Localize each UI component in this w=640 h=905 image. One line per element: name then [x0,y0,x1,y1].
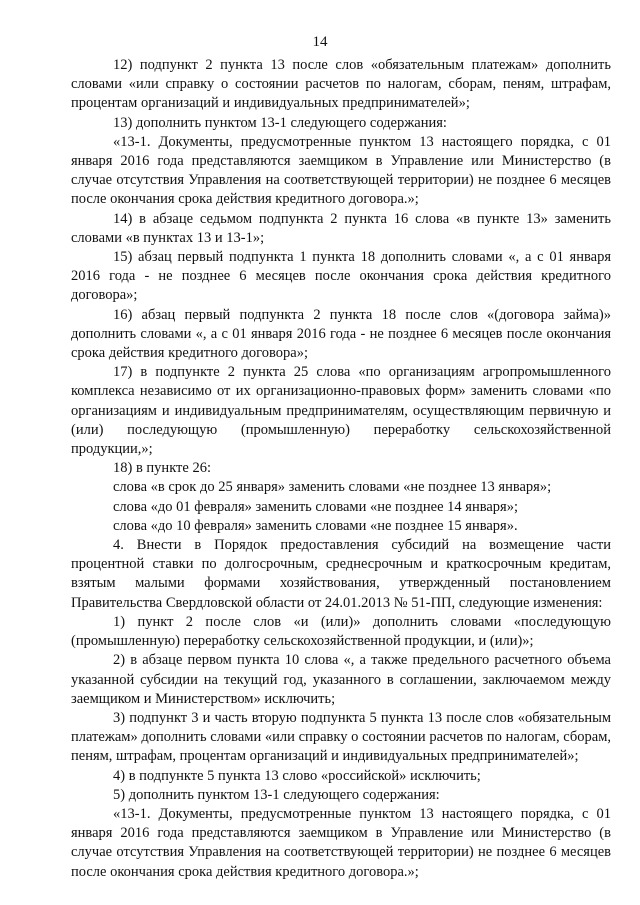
paragraph-item-18: 18) в пункте 26: [113,460,211,477]
paragraph-section-4-clause-13-1: «13-1. Документы, предусмотренные пунктом 13 настоящего порядка, с 01 января 2016 года представляются заемщиком в Управление или Министерство (в случае отсутствия Управления на соответствующей территории) не позднее 6 месяцев после окончания срока действия кредитного договора.»; [71,805,611,880]
paragraph-item-16: 16) абзац первый подпункта 2 пункта 18 после слов «(договора займа)» дополнить словами «, а с 01 января 2016 года - не позднее 6 месяцев после окончания срока действия кредитного договора»; [71,306,611,362]
paragraph-item-13: 13) дополнить пунктом 13-1 следующего содержания: [113,114,447,131]
paragraph-section-4-item-4: 4) в подпункте 5 пункта 13 слово «российской» исключить; [113,767,481,784]
paragraph-section-4-item-5: 5) дополнить пунктом 13-1 следующего содержания: [113,786,440,803]
paragraph-item-12: 12) подпункт 2 пункта 13 после слов «обязательным платежам» дополнить словами «или справку о состоянии расчетов по налогам, сборам, пеням, штрафам, процентам организаций и индивидуальных предпринимателей»; [71,57,611,112]
paragraph-item-15: 15) абзац первый подпункта 1 пункта 18 дополнить словами «, а с 01 января 2016 года - не позднее 6 месяцев после окончания срока действия кредитного договора»; [71,249,611,304]
paragraph-item-14: 14) в абзаце седьмом подпункта 2 пункта 16 слова «в пункте 13» заменить словами «в пунктах 13 и 13-1»; [71,210,611,246]
page-number: 14 [312,34,328,50]
paragraph-item-17: 17) в подпункте 2 пункта 25 слова «по организациям агропромышленного комплекса независимо от их организационно-правовых форм» заменить словами «по организациям и индивидуальным предпринимателям, осуществляющим первичную и (или) последующую (промышленную) переработку сельскохозяйственной продукции,»; [71,364,611,458]
paragraph-section-4: 4. Внести в Порядок предоставления субсидий на возмещение части процентной ставки по долгосрочным, среднесрочным и краткосрочным кредитам, взятым малыми формами хозяйствования, утвержденный постановлением Правительства Свердловской области от 24.01.2013 № 51-ПП, следующие изменения: [71,537,611,611]
document-body [71,56,611,882]
paragraph-section-4-item-2: 2) в абзаце первом пункта 10 слова «, а также предельного расчетного объема указанной субсидии на текущий год, указанного в соглашении, заключаемом между заемщиком и Министерством» исключить; [71,652,611,707]
paragraph-item-18-line-2: слова «до 01 февраля» заменить словами «не позднее 14 января»; [113,498,519,515]
paragraph-section-4-item-1: 1) пункт 2 после слов «и (или)» дополнить словами «последующую (промышленную) переработку сельскохозяйственной продукции, и (или)»; [71,613,611,650]
paragraph-item-18-line-1: слова «в срок до 25 января» заменить словами «не позднее 13 января»; [113,479,552,496]
paragraph-item-18-line-3: слова «до 10 февраля» заменить словами «не позднее 15 января». [113,517,518,534]
paragraph-clause-13-1: «13-1. Документы, предусмотренные пунктом 13 настоящего порядка, с 01 января 2016 года представляются заемщиком в Управление или Министерство (в случае отсутствия Управления на соответствующей территории) не позднее 6 месяцев после окончания срока действия кредитного договора.»; [71,133,611,208]
paragraph-section-4-item-3: 3) подпункт 3 и часть вторую подпункта 5 пункта 13 после слов «обязательным платежам» дополнить словами «или справку о состоянии расчетов по налогам, сборам, пеням, штрафам, процентам организаций и индивидуальных предпринимателей»; [71,709,611,765]
